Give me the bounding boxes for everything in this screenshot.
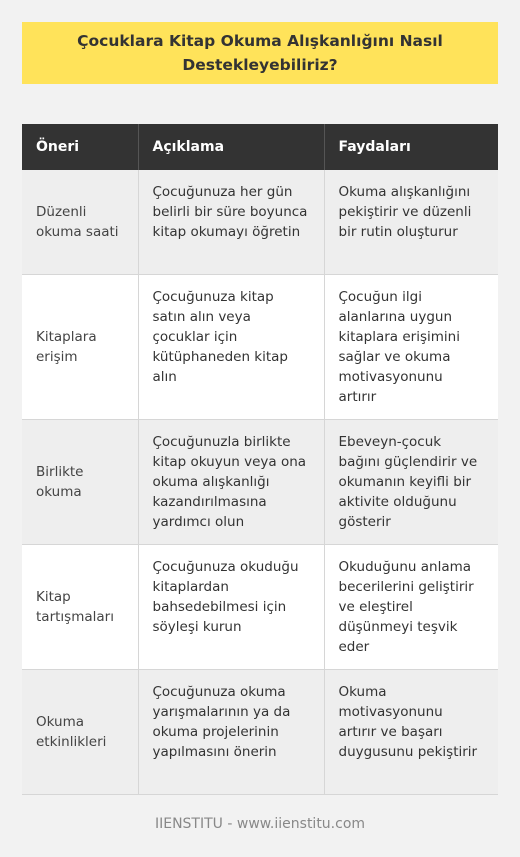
row-description: Çocuğunuzla birlikte kitap okuyun veya ona okuma alışkanlığı kazandırılmasına yardımcı olun xyxy=(138,419,324,544)
table-row xyxy=(22,274,498,419)
row-name: Düzenli okuma saati xyxy=(22,170,138,274)
row-benefit: Çocuğun ilgi alanlarına uygun kitaplara erişimini sağlar ve okuma motivasyonunu artırır xyxy=(324,274,498,419)
column-header-aciklama: Açıklama xyxy=(138,124,324,170)
column-header-faydalari: Faydaları xyxy=(324,124,498,170)
row-description: Çocuğunuza kitap satın alın veya çocuklar için kütüphaneden kitap alın xyxy=(138,274,324,419)
row-description: Çocuğunuza okuma yarışmalarının ya da okuma projelerinin yapılmasını önerin xyxy=(138,669,324,794)
row-benefit: Okuduğunu anlama becerilerini geliştirir ve eleştirel düşünmeyi teşvik eder xyxy=(324,544,498,669)
row-name: Birlikte okuma xyxy=(22,419,138,544)
table-header-row xyxy=(22,124,498,170)
row-name: Kitap tartışmaları xyxy=(22,544,138,669)
page-title: Çocuklara Kitap Okuma Alışkanlığını Nasıl Destekleyebiliriz? xyxy=(77,32,443,74)
row-name: Kitaplara erişim xyxy=(22,274,138,419)
title-banner xyxy=(22,22,498,84)
row-description: Çocuğunuza her gün belirli bir süre boyunca kitap okumayı öğretin xyxy=(138,170,324,274)
footer-credit: IIENSTITU - www.iienstitu.com xyxy=(154,816,366,832)
row-benefit: Okuma alışkanlığını pekiştirir ve düzenli bir rutin oluşturur xyxy=(324,170,498,274)
row-benefit: Ebeveyn-çocuk bağını güçlendirir ve okumanın keyifli bir aktivite olduğunu gösterir xyxy=(324,419,498,544)
table-row xyxy=(22,170,498,274)
row-name: Okuma etkinlikleri xyxy=(22,669,138,794)
tips-table xyxy=(22,124,498,795)
table-row xyxy=(22,544,498,669)
row-benefit: Okuma motivasyonunu artırır ve başarı duygusunu pekiştirir xyxy=(324,669,498,794)
table-row xyxy=(22,669,498,794)
row-description: Çocuğunuza okuduğu kitaplardan bahsedebilmesi için söyleşi kurun xyxy=(138,544,324,669)
table-row xyxy=(22,419,498,544)
column-header-oneri: Öneri xyxy=(22,124,138,170)
